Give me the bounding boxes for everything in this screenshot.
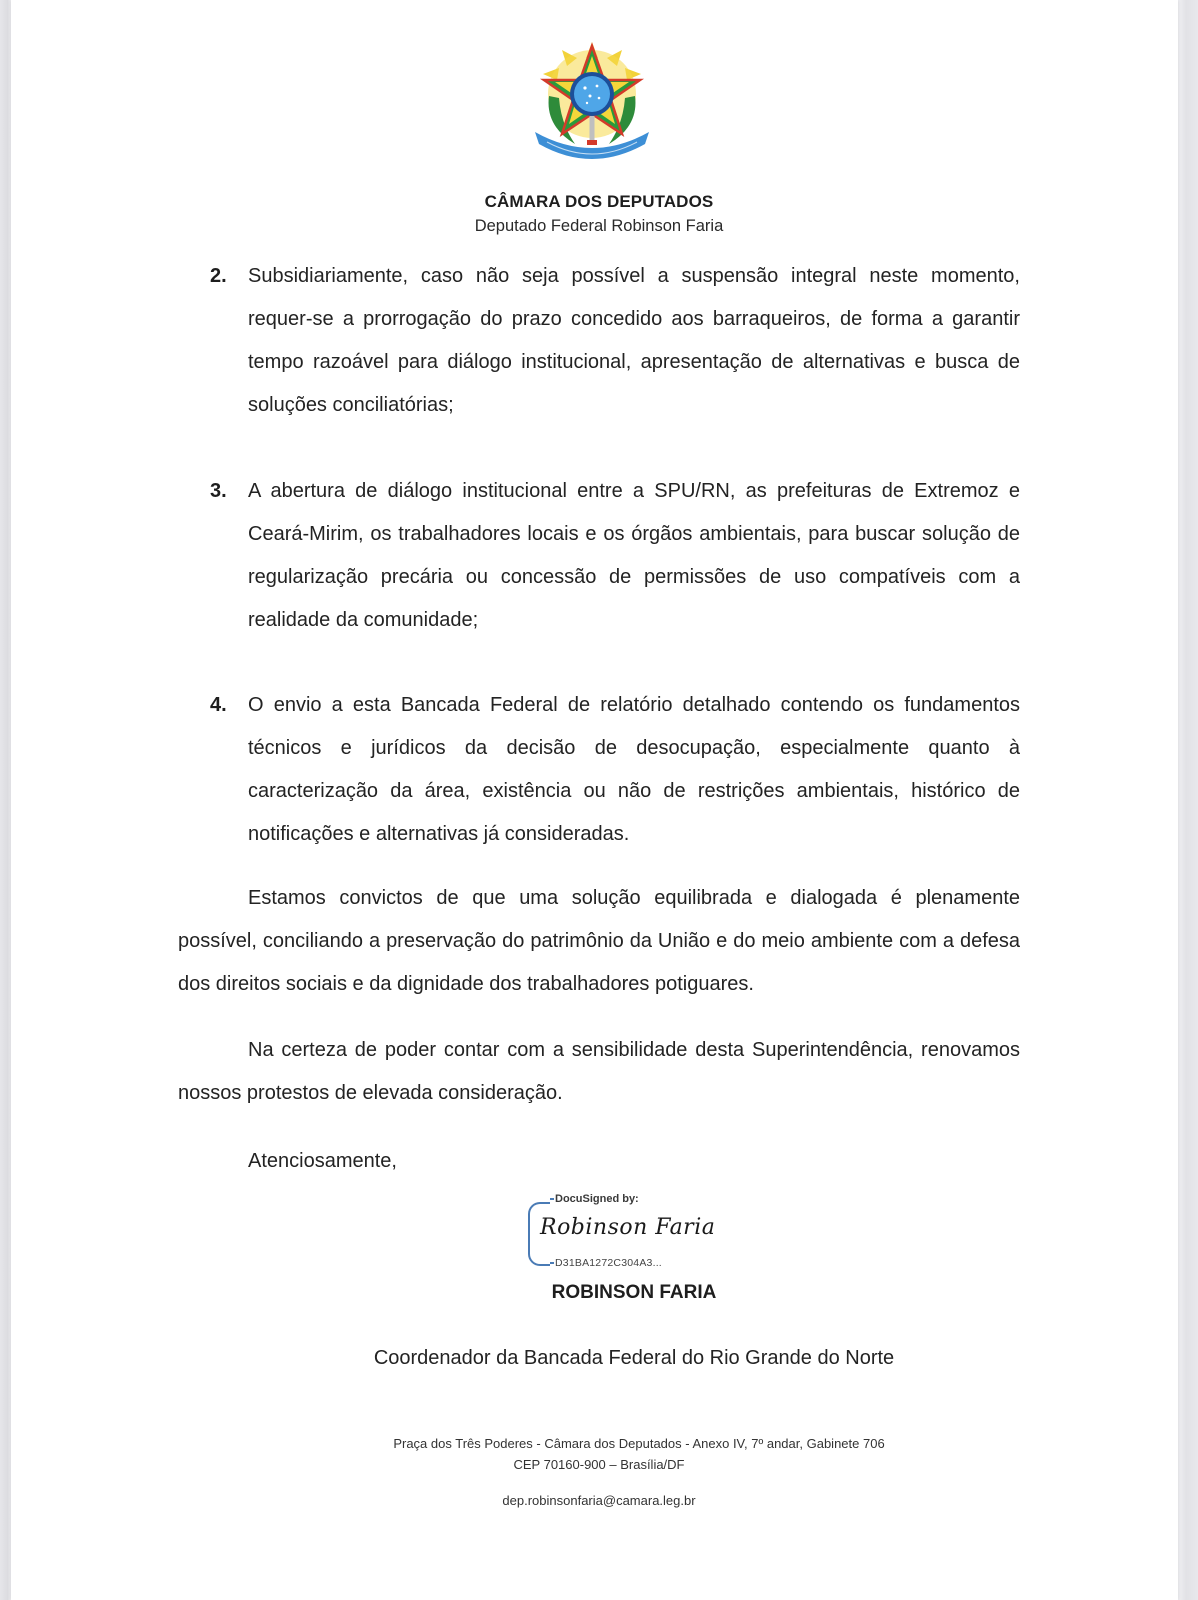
item-text: A abertura de diálogo institucional entre a SPU/RN, as prefeituras de Extremoz e Ceará-Mirim, os trabalhadores locais e os órgãos ambientais, para buscar solução de regularização precária ou concessão de permissões de uso compatíveis com a realidade da comunidade; — [248, 480, 1020, 631]
paragraph-regards: Na certeza de poder contar com a sensibilidade desta Superintendência, renovamos nossos protestos de elevada consideração. — [178, 1039, 1020, 1104]
footer-address-line1: Praça dos Três Poderes - Câmara dos Deputados - Anexo IV, 7º andar, Gabinete 706 — [393, 1436, 885, 1451]
signer-name: ROBINSON FARIA — [551, 1282, 717, 1303]
docusign-label: DocuSigned by: — [550, 1192, 639, 1206]
item-number: 4. — [210, 694, 227, 716]
item-text: Subsidiariamente, caso não seja possível a suspensão integral neste momento, requer-se a prorrogação do prazo concedido aos barraqueiros, de forma a garantir tempo razoável para diálogo institucional, apresentação de alternativas e busca de soluções conciliatórias; — [248, 265, 1020, 416]
item-number: 3. — [210, 480, 227, 502]
signer-role: Coordenador da Bancada Federal do Rio Grande do Norte — [373, 1347, 895, 1369]
office-subtitle: Deputado Federal Robinson Faria — [474, 217, 724, 235]
item-number: 2. — [210, 265, 227, 287]
brazil-coat-of-arms-icon — [527, 36, 657, 166]
closing-salutation: Atenciosamente, — [248, 1150, 397, 1172]
institution-title: CÂMARA DOS DEPUTADOS — [484, 192, 714, 211]
footer-email: dep.robinsonfaria@camara.leg.br — [502, 1493, 696, 1508]
envelope-id: D31BA1272C304A3... — [550, 1256, 662, 1270]
handwritten-signature: Robinson Faria — [540, 1215, 716, 1240]
paragraph-conviction: Estamos convictos de que uma solução equilibrada e dialogada é plenamente possível, conciliando a preservação do patrimônio da União e do meio ambiente com a defesa dos direitos sociais e da dignidade dos trabalhadores potiguares. — [178, 887, 1020, 995]
item-text: O envio a esta Bancada Federal de relatório detalhado contendo os fundamentos técnicos e jurídicos da decisão de desocupação, especialmente quanto à caracterização da área, existência ou não de restrições ambientais, histórico de notificações e alternativas já consideradas. — [248, 694, 1020, 845]
docusign-signature-block — [526, 1192, 726, 1276]
footer-address-line2: CEP 70160-900 – Brasília/DF — [513, 1457, 685, 1472]
